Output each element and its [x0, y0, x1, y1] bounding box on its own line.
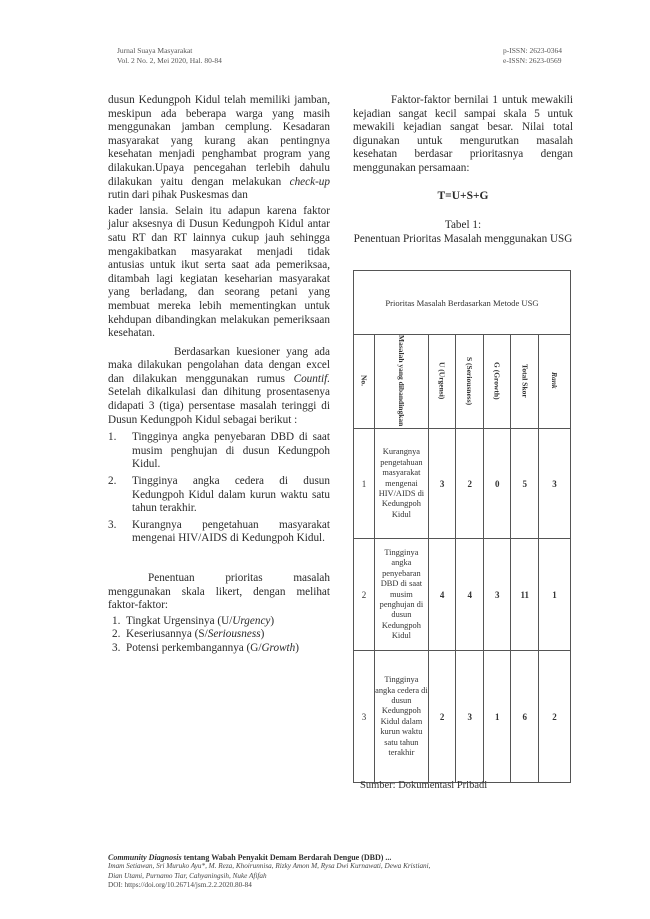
cell-no: 3 [354, 651, 375, 783]
p-issn: p-ISSN: 2623-0364 [503, 46, 562, 55]
list-item: 1. Tingginya angka penyebaran DBD di saat musim penghujan di dusun Kedungpoh Kidul. [108, 431, 330, 471]
cell-s: 3 [456, 651, 484, 783]
paragraph: Faktor-faktor bernilai 1 untuk mewakili kejadian sangat kecil sampai skala 5 untuk mewakili kejadian sangat besar. Nilai total digunakan untuk mengurutkan masalah kesehatan berdasar prioritasnya dengan menggunakan persamaan: [353, 94, 573, 174]
right-column [353, 94, 573, 246]
cell-masalah: Tingginya angka cedera di dusun Kedungpoh Kidul dalam kurun waktu satu tahun terakhir [374, 651, 428, 783]
header-total: Total Skor [511, 335, 539, 429]
factor-list [108, 615, 330, 656]
list-item: 1. Tingkat Urgensinya (U/Urgency) [112, 614, 275, 627]
list-item: 3. Potensi perkembangannya (G/Growth) [112, 641, 299, 654]
header-no: No. [354, 335, 375, 429]
header-s: S (Seriousness) [456, 335, 484, 429]
cell-u: 2 [428, 651, 456, 783]
list-item: 2. Tingginya angka cedera di dusun Kedungpoh Kidul dalam kurun waktu satu tahun terakhir. [108, 475, 330, 515]
cell-u: 3 [428, 429, 456, 539]
cell-total: 5 [511, 429, 539, 539]
footer-authors: Imam Setiawan, Sri Muruko Ayu*, M. Reza, Khoirunnisa, Rizky Amon M, Rysa Dwi Kurnawati, Dewa Kristiani, [108, 862, 431, 870]
cell-s: 4 [456, 539, 484, 651]
doi-link[interactable]: DOI: https://doi.org/10.26714/jsm.2.2.2020.80-84 [108, 881, 252, 889]
table-caption: Penentuan Prioritas Masalah menggunakan USG [353, 232, 573, 245]
journal-volume: Vol. 2 No. 2, Mei 2020, Hal. 80-84 [117, 56, 222, 65]
table-row [354, 429, 571, 539]
cell-masalah: Kurangnya pengetahuan masyarakat mengenai HIV/AIDS di Kedungpoh Kidul [374, 429, 428, 539]
cell-rank: 3 [539, 429, 571, 539]
paragraph: kader lansia. Selain itu adapun karena faktor jalur aksesnya di Dusun Kedungpoh Kidul antar satu RT dan RT lainnya cukup jauh sehingga mengakibatkan masyarakat menjadi tidak antusias untuk ikut serta saat ada pemeriksaa, ditambah lagi kegiatan keseharian masyarakat yang berladang, dan seorang petani yang membuat mereka lebih mementingkan untuk kehdupan dibandingkan melakukan pemeriksaan kesehatan. [108, 204, 330, 340]
cell-rank: 2 [539, 651, 571, 783]
cell-total: 11 [511, 539, 539, 651]
paragraph: dusun Kedungpoh Kidul telah memiliki jamban, meskipun ada beberapa warga yang masih menggunakan jamban cemplung. Kesadaran masyarakat yang kurang akan pentingnya kesehatan menjadi penghambat program yang dilakukan.Upaya pencegahan terlebih dahulu dilakukan yaitu dengan melakukan check-up rutin dari pihak Puskesmas dan [108, 94, 330, 202]
table-header-row [354, 335, 571, 429]
list-item: 3. Kurangnya pengetahuan masyarakat mengenai HIV/AIDS di Kedungpoh Kidul. [108, 518, 330, 545]
problem-list [108, 431, 330, 546]
cell-g: 1 [483, 651, 511, 783]
cell-total: 6 [511, 651, 539, 783]
cell-no: 1 [354, 429, 375, 539]
cell-g: 0 [483, 429, 511, 539]
usg-priority-table [353, 270, 571, 783]
cell-g: 3 [483, 539, 511, 651]
table-row [354, 651, 571, 783]
cell-s: 2 [456, 429, 484, 539]
e-issn: e-ISSN: 2623-0569 [503, 56, 562, 65]
cell-no: 2 [354, 539, 375, 651]
cell-rank: 1 [539, 539, 571, 651]
paragraph: Berdasarkan kuesioner yang ada maka dilakukan pengolahan data dengan excel dan dilakukan menggunakan rumus Countif. Setelah dikalkulasi dan dihitung prosentasenya didapati 3 (tiga) persentase masalah teringgi di Dusun Kedungpoh Kidul sebagai berikut : [108, 345, 330, 426]
list-item: 2. Keseriusannya (S/Seriousness) [112, 628, 265, 641]
cell-masalah: Tingginya angka penyebaran DBD di saat musim penghujan di dusun Kedungpoh Kidul [374, 539, 428, 651]
header-masalah: Masalah yang dibandingkan [374, 335, 428, 429]
header-rank: Rank [539, 335, 571, 429]
formula: T=U+S+G [437, 189, 489, 202]
footer-authors: Dian Utami, Purnamo Tiar, Cahyaningsih, Nuke Afifah [108, 871, 267, 880]
footer [108, 853, 588, 891]
header-g: G (Growth) [483, 335, 511, 429]
table-row [354, 539, 571, 651]
footer-title: Community Diagnosis tentang Wabah Penyakit Demam Berdarah Dengue (DBD) ... [108, 853, 392, 862]
cell-u: 4 [428, 539, 456, 651]
journal-name: Jurnal Suaya Masyarakat [117, 46, 193, 55]
table-title: Prioritas Masalah Berdasarkan Metode USG [354, 271, 571, 335]
table-caption-label: Tabel 1: [444, 219, 482, 232]
header-u: U (Urgensi) [428, 335, 456, 429]
left-column [108, 94, 330, 656]
table-source: Sumber: Dokumentasi Pribadi [360, 780, 488, 791]
paragraph: Penentuan prioritas masalah menggunakan skala likert, dengan melihat faktor-faktor: [108, 572, 330, 612]
